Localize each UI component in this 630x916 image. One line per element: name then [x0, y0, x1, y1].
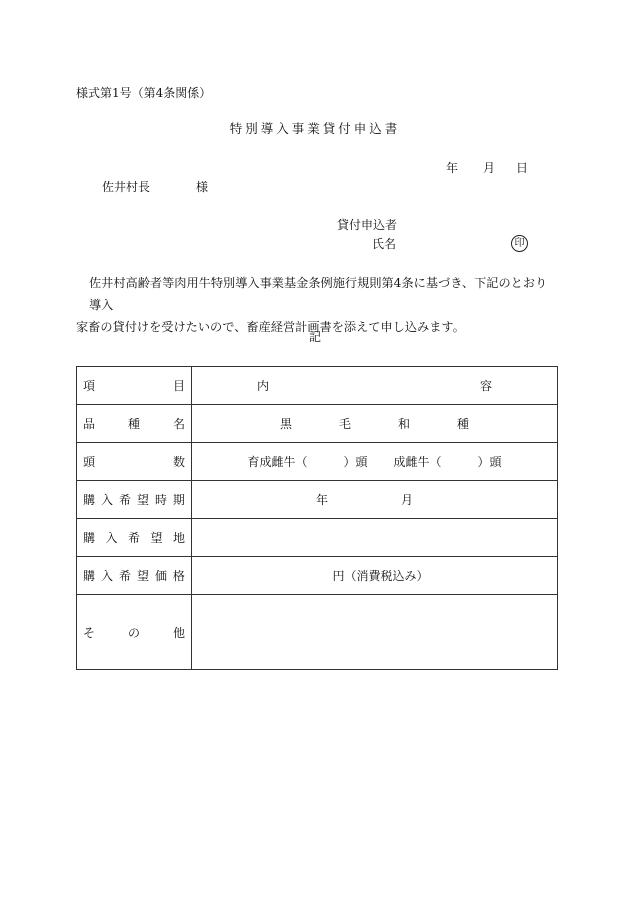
addressee-name: 佐井村長 [102, 180, 151, 194]
applicant-label: 貸付申込者 [337, 218, 398, 232]
table-row-purchase-time [77, 481, 558, 519]
document-title: 特別導入事業貸付申込書 [229, 121, 401, 136]
table-row-purchase-price [77, 557, 558, 595]
label-char: 格 [172, 569, 185, 583]
date-month-label: 月 [483, 161, 496, 175]
form-number: 様式第1号（第4条関係） [76, 86, 212, 100]
purchase-time-cell [192, 481, 558, 519]
row-label [77, 567, 191, 584]
label-char: 頭 [83, 455, 96, 469]
header-item-cell [77, 367, 192, 405]
label-char: 項 [83, 379, 96, 393]
breed-char-4: 種 [456, 417, 469, 431]
date-year-label: 年 [446, 161, 459, 175]
label-char: 名 [172, 417, 185, 431]
table-header-row [77, 367, 558, 405]
body-paragraph [76, 272, 558, 338]
label-char: 入 [100, 569, 113, 583]
label-char: の [127, 625, 140, 640]
body-line-1: 佐井村高齢者等肉用牛特別導入事業基金条例施行規則第4条に基づき、下記のとおり導入 [89, 276, 548, 312]
breed-char-1: 黒 [280, 417, 293, 431]
label-char: 入 [100, 493, 113, 507]
addressee-honorific: 様 [196, 180, 209, 194]
row-label-cell [77, 557, 192, 595]
label-char: そ [83, 625, 96, 640]
row-label [77, 415, 191, 432]
label-char: 入 [105, 531, 118, 545]
purchase-price-cell [192, 557, 558, 595]
label-char: 品 [83, 417, 96, 431]
label-char: 希 [127, 531, 140, 545]
label-char: 期 [172, 493, 185, 507]
label-char: 時 [154, 493, 167, 507]
ki-heading: 記 [308, 330, 321, 344]
row-label-cell [77, 519, 192, 557]
label-char: 地 [172, 531, 185, 545]
label-char: 目 [172, 379, 185, 393]
cow-count: 成雌牛（ ）頭 [393, 455, 502, 469]
label-char: 価 [154, 569, 167, 583]
purchase-year-label: 年 [315, 493, 328, 507]
label-char: 種 [127, 417, 140, 431]
label-char: 望 [136, 569, 149, 583]
row-label [77, 377, 191, 394]
label-char: 望 [136, 493, 149, 507]
heifer-count: 育成雌牛（ ）頭 [247, 455, 368, 469]
label-char: 購 [83, 493, 96, 507]
body-line-2: 家畜の貸付けを受けたいので、畜産経営計画書を添えて申し込みます。 [76, 320, 465, 334]
seal-mark: 印 [511, 235, 528, 252]
date-day-label: 日 [516, 161, 529, 175]
row-label [77, 491, 191, 508]
breed-value-cell [192, 405, 558, 443]
applicant-name-label: 氏名 [372, 237, 397, 251]
row-label-cell [77, 405, 192, 443]
purchase-month-label: 月 [401, 493, 414, 507]
header-content-left: 内 [257, 379, 270, 393]
table-row-purchase-place [77, 519, 558, 557]
label-char: 望 [150, 531, 163, 545]
purchase-place-cell [192, 519, 558, 557]
label-char: 購 [83, 569, 96, 583]
addressee [102, 181, 208, 193]
row-label-cell [77, 443, 192, 481]
breed-char-2: 毛 [338, 417, 351, 431]
detail-table [76, 366, 558, 670]
breed-char-3: 和 [397, 417, 410, 431]
row-label-cell [77, 481, 192, 519]
header-content-cell [192, 367, 558, 405]
price-unit-label: 円（消費税込み） [332, 569, 429, 583]
table-row-head-count [77, 443, 558, 481]
label-char: 他 [172, 625, 185, 640]
head-count-cell [192, 443, 558, 481]
label-char: 購 [83, 531, 96, 545]
header-content-right: 容 [479, 379, 492, 393]
row-label [77, 453, 191, 470]
row-label-cell [77, 595, 192, 670]
label-char: 希 [118, 569, 131, 583]
table-row-breed [77, 405, 558, 443]
label-char: 数 [172, 455, 185, 469]
row-label [77, 624, 191, 641]
label-char: 希 [118, 493, 131, 507]
row-label [77, 529, 191, 546]
table-row-other [77, 595, 558, 670]
other-cell [192, 595, 558, 670]
